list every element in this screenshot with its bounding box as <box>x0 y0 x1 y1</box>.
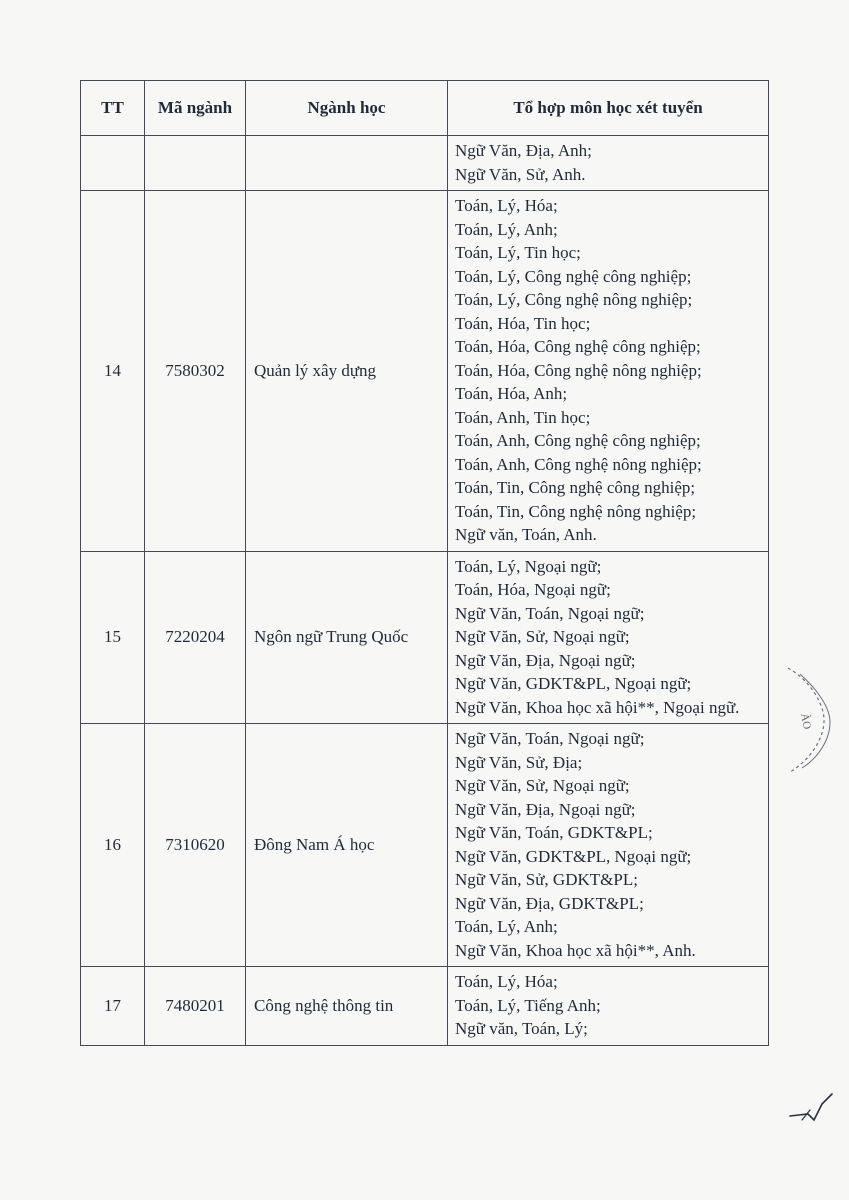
row-major <box>246 136 448 191</box>
admission-table <box>80 80 769 1046</box>
combo-line: Toán, Lý, Hóa; <box>455 972 558 991</box>
row-combos <box>448 136 769 191</box>
header-tt: TT <box>81 81 145 136</box>
combo-line: Ngữ Văn, Toán, GDKT&PL; <box>455 823 653 842</box>
row-tt: 17 <box>81 967 145 1046</box>
combo-line: Toán, Tin, Công nghệ nông nghiệp; <box>455 501 697 521</box>
combo-line: Ngữ Văn, Khoa học xã hội**, Anh. <box>455 940 696 960</box>
combo-line: Toán, Lý, Tiếng Anh; <box>455 995 601 1015</box>
row-code <box>145 136 246 191</box>
combo-line: Toán, Hóa, Anh; <box>455 384 568 403</box>
header-code: Mã ngành <box>145 81 246 136</box>
combo-line: Ngữ Văn, Sử, Địa; <box>455 752 583 772</box>
combo-line: Toán, Anh, Công nghệ công nghiệp; <box>455 431 701 450</box>
table-row <box>81 191 769 552</box>
combo-line: Toán, Lý, Anh; <box>455 219 558 239</box>
row-combos <box>448 551 769 724</box>
row-combos <box>448 724 769 967</box>
row-combos <box>448 967 769 1046</box>
row-code: 7580302 <box>145 191 246 552</box>
combo-line: Ngữ Văn, Sử, Ngoại ngữ; <box>455 627 630 646</box>
combo-line: Toán, Lý, Công nghệ nông nghiệp; <box>455 290 693 309</box>
combo-line: Ngữ Văn, Địa, Anh; <box>455 141 592 160</box>
row-code: 7480201 <box>145 967 246 1046</box>
header-major: Ngành học <box>246 81 448 136</box>
table-row <box>81 551 769 724</box>
row-code: 7220204 <box>145 551 246 724</box>
combo-line: Ngữ Văn, Khoa học xã hội**, Ngoại ngữ. <box>455 697 740 717</box>
signature-mark <box>788 1090 836 1130</box>
combo-line: Toán, Lý, Tin học; <box>455 243 581 262</box>
combo-line: Ngữ Văn, Sử, Ngoại ngữ; <box>455 776 630 795</box>
combo-line: Toán, Lý, Công nghệ công nghiệp; <box>455 266 692 286</box>
combo-line: Toán, Tin, Công nghệ công nghiệp; <box>455 478 696 497</box>
row-tt: 16 <box>81 724 145 967</box>
combo-line: Ngữ văn, Toán, Anh. <box>455 525 597 544</box>
table-row <box>81 724 769 967</box>
row-code: 7310620 <box>145 724 246 967</box>
header-combos: Tổ hợp môn học xét tuyển <box>448 81 769 136</box>
row-tt: 15 <box>81 551 145 724</box>
row-major: Quản lý xây dựng <box>246 191 448 552</box>
combo-line: Toán, Hóa, Ngoại ngữ; <box>455 580 611 599</box>
combo-line: Toán, Anh, Tin học; <box>455 407 591 427</box>
row-tt: 14 <box>81 191 145 552</box>
combo-line: Ngữ Văn, Địa, Ngoại ngữ; <box>455 799 636 819</box>
row-major: Đông Nam Á học <box>246 724 448 967</box>
table-row <box>81 136 769 191</box>
combo-line: Toán, Hóa, Công nghệ nông nghiệp; <box>455 360 702 380</box>
row-major: Ngôn ngữ Trung Quốc <box>246 551 448 724</box>
row-major: Công nghệ thông tin <box>246 967 448 1046</box>
row-combos <box>448 191 769 552</box>
combo-line: Ngữ Văn, Toán, Ngoại ngữ; <box>455 729 645 748</box>
seal-text: ÀO <box>798 712 813 731</box>
combo-line: Toán, Lý, Hóa; <box>455 196 558 215</box>
combo-line: Toán, Hóa, Công nghệ công nghiệp; <box>455 337 701 356</box>
combo-line: Ngữ Văn, Toán, Ngoại ngữ; <box>455 603 645 623</box>
row-tt <box>81 136 145 191</box>
combo-line: Ngữ Văn, Sử, GDKT&PL; <box>455 870 638 889</box>
combo-line: Ngữ Văn, GDKT&PL, Ngoại ngữ; <box>455 674 692 693</box>
combo-line: Toán, Lý, Anh; <box>455 917 558 936</box>
header-row <box>81 81 769 136</box>
stamp-seal-fragment <box>780 660 838 780</box>
combo-line: Toán, Anh, Công nghệ nông nghiệp; <box>455 454 702 474</box>
combo-line: Ngữ Văn, Địa, Ngoại ngữ; <box>455 650 636 670</box>
table-row <box>81 967 769 1046</box>
combo-line: Ngữ văn, Toán, Lý; <box>455 1019 588 1038</box>
combo-line: Ngữ Văn, Sử, Anh. <box>455 164 586 184</box>
combo-line: Ngữ Văn, GDKT&PL, Ngoại ngữ; <box>455 846 692 866</box>
combo-line: Ngữ Văn, Địa, GDKT&PL; <box>455 893 644 913</box>
combo-line: Toán, Hóa, Tin học; <box>455 313 591 333</box>
combo-line: Toán, Lý, Ngoại ngữ; <box>455 556 602 576</box>
